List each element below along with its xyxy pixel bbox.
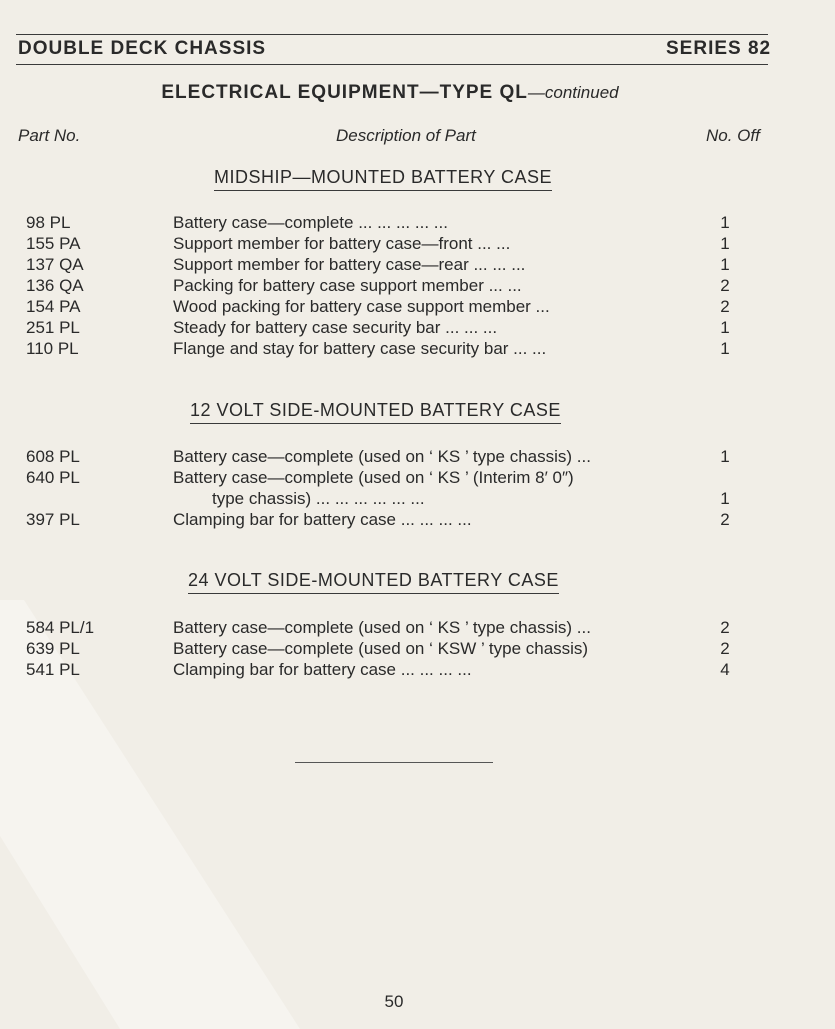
section-heading: 24 VOLT SIDE-MOUNTED BATTERY CASE bbox=[188, 570, 559, 594]
table-row bbox=[0, 338, 835, 359]
part-number: 397 PL bbox=[26, 510, 80, 529]
part-number: 110 PL bbox=[26, 339, 79, 358]
part-description: Clamping bar for battery case ... ... ... ... bbox=[173, 660, 472, 679]
part-description: Clamping bar for battery case ... ... ... ... bbox=[173, 510, 472, 529]
page-title-suffix: —continued bbox=[527, 83, 619, 102]
table-row bbox=[0, 233, 835, 254]
part-description: Battery case—complete (used on ‘ KS ’ type chassis) ... bbox=[173, 447, 591, 466]
part-quantity: 1 bbox=[720, 489, 730, 508]
header-left: DOUBLE DECK CHASSIS bbox=[18, 38, 267, 59]
part-quantity: 1 bbox=[720, 318, 730, 337]
part-number: 155 PA bbox=[26, 234, 81, 253]
table-row bbox=[0, 254, 835, 275]
part-quantity: 1 bbox=[720, 447, 730, 466]
part-quantity: 2 bbox=[720, 297, 730, 316]
part-description: Support member for battery case—rear ... ... ... bbox=[173, 255, 526, 274]
part-quantity: 2 bbox=[720, 639, 730, 658]
part-quantity: 2 bbox=[720, 276, 730, 295]
part-number: 584 PL/1 bbox=[26, 618, 95, 637]
part-number: 608 PL bbox=[26, 447, 80, 466]
header-rule-top bbox=[16, 34, 768, 35]
part-description: Wood packing for battery case support member ... bbox=[173, 297, 550, 316]
part-quantity: 1 bbox=[720, 213, 730, 232]
table-row bbox=[0, 617, 835, 638]
part-description-continuation: type chassis) ... ... ... ... ... ... bbox=[212, 489, 425, 508]
table-row bbox=[0, 638, 835, 659]
column-header-description: Description of Part bbox=[336, 126, 476, 145]
page-number: 50 bbox=[384, 992, 404, 1011]
part-quantity: 2 bbox=[720, 618, 730, 637]
part-quantity: 1 bbox=[720, 234, 730, 253]
part-number: 137 QA bbox=[26, 255, 84, 274]
part-description: Flange and stay for battery case security bar ... ... bbox=[173, 339, 547, 358]
table-row bbox=[0, 446, 835, 467]
part-description: Steady for battery case security bar ... ... ... bbox=[173, 318, 498, 337]
table-row bbox=[0, 659, 835, 680]
part-quantity: 4 bbox=[720, 660, 730, 679]
part-number: 154 PA bbox=[26, 297, 81, 316]
column-header-part: Part No. bbox=[18, 126, 81, 145]
table-row bbox=[0, 296, 835, 317]
table-row bbox=[0, 509, 835, 530]
part-description: Battery case—complete ... ... ... ... ... bbox=[173, 213, 448, 232]
table-row bbox=[0, 212, 835, 233]
part-description: Support member for battery case—front ... ... bbox=[173, 234, 511, 253]
part-description: Battery case—complete (used on ‘ KS ’ type chassis) ... bbox=[173, 618, 591, 637]
section-heading: MIDSHIP—MOUNTED BATTERY CASE bbox=[214, 167, 552, 191]
table-row bbox=[0, 275, 835, 296]
end-rule bbox=[295, 762, 493, 763]
part-number: 98 PL bbox=[26, 213, 71, 232]
header-right: SERIES 82 bbox=[666, 38, 772, 59]
part-number: 541 PL bbox=[26, 660, 80, 679]
section-heading: 12 VOLT SIDE-MOUNTED BATTERY CASE bbox=[190, 400, 561, 424]
table-row bbox=[0, 467, 835, 488]
part-number: 640 PL bbox=[26, 468, 80, 487]
part-description: Battery case—complete (used on ‘ KSW ’ type chassis) bbox=[173, 639, 589, 658]
part-number: 136 QA bbox=[26, 276, 84, 295]
page-title-main: ELECTRICAL EQUIPMENT—TYPE QL bbox=[161, 82, 528, 103]
part-quantity: 1 bbox=[720, 255, 730, 274]
table-row bbox=[0, 317, 835, 338]
part-description: Battery case—complete (used on ‘ KS ’ (Interim 8′ 0″) bbox=[173, 468, 574, 487]
part-quantity: 2 bbox=[720, 510, 730, 529]
part-description: Packing for battery case support member ... ... bbox=[173, 276, 522, 295]
header-rule-bottom bbox=[16, 64, 768, 65]
part-number: 251 PL bbox=[26, 318, 80, 337]
column-header-qty: No. Off bbox=[706, 126, 760, 145]
page-title bbox=[0, 82, 780, 104]
part-number: 639 PL bbox=[26, 639, 80, 658]
part-quantity: 1 bbox=[720, 339, 730, 358]
